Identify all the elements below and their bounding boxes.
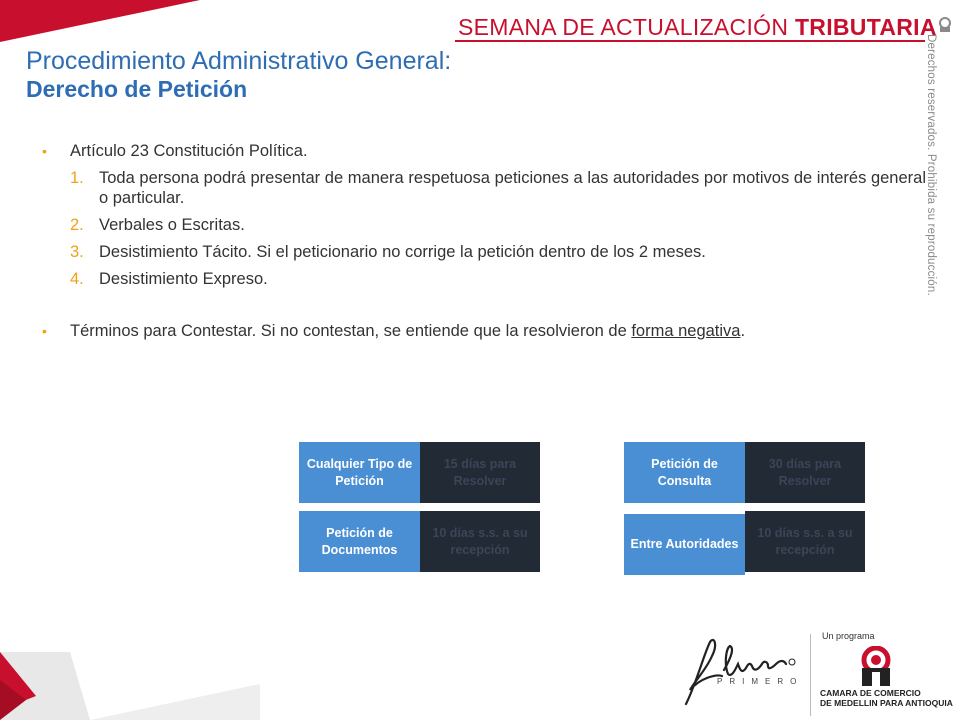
box-cualquier-tipo bbox=[299, 442, 420, 503]
bullet-articulo bbox=[42, 141, 926, 161]
brand-light-text: SEMANA DE ACTUALIZACIÓN bbox=[458, 14, 795, 40]
box-label: Entre Autoridades bbox=[630, 537, 739, 551]
box-value: 10 días s.s. a su recepción bbox=[757, 525, 853, 557]
title-line2: Derecho de Petición bbox=[26, 76, 248, 102]
primero-text: PRIMERO bbox=[717, 677, 804, 686]
brand-bold-text: TRIBUTARIA bbox=[794, 14, 937, 40]
bullet-text: Términos para Contestar. Si no contestan, se entiende que la resolvieron de bbox=[70, 322, 632, 340]
bullet-period: . bbox=[740, 322, 746, 340]
box-10-dias-documentos bbox=[420, 511, 540, 572]
bullet-dot-icon: • bbox=[42, 323, 47, 339]
list-text: Toda persona podrá presentar de manera respetuosa peticiones a las autoridades por motivos de interés general o particular. bbox=[99, 169, 926, 207]
bullet-terminos bbox=[42, 321, 926, 341]
box-entre-autoridades bbox=[624, 514, 745, 575]
box-peticion-consulta bbox=[624, 442, 745, 503]
list-item bbox=[42, 269, 926, 289]
bullet-dot-icon: • bbox=[42, 143, 47, 159]
box-value: 30 días para Resolver bbox=[768, 456, 842, 488]
list-number: 3. bbox=[70, 243, 84, 261]
main-content bbox=[42, 141, 926, 341]
box-label: Cualquier Tipo de Petición bbox=[306, 456, 413, 488]
page-title bbox=[26, 47, 451, 103]
box-label: Petición de Documentos bbox=[321, 525, 398, 557]
cc-line1: CAMARA DE COMERCIO bbox=[820, 688, 921, 698]
un-programa-text: Un programa bbox=[822, 631, 875, 641]
title-line1: Procedimiento Administrativo General: bbox=[26, 47, 452, 75]
list-text: Verbales o Escritas. bbox=[99, 216, 245, 234]
box-value: 10 días s.s. a su recepción bbox=[432, 525, 528, 557]
list-item bbox=[42, 242, 926, 262]
rights-note bbox=[925, 18, 960, 296]
list-number: 4. bbox=[70, 270, 84, 288]
box-10-dias-autoridades bbox=[745, 511, 865, 572]
list-text: Desistimiento Tácito. Si el peticionario no corrige la petición dentro de los 2 meses. bbox=[99, 243, 706, 261]
corner-triangle-decoration bbox=[0, 0, 200, 42]
list-text: Desistimiento Expreso. bbox=[99, 270, 268, 288]
box-30-dias bbox=[745, 442, 865, 503]
cc-line2: DE MEDELLIN PARA ANTIOQUIA bbox=[820, 698, 953, 708]
box-peticion-documentos bbox=[299, 511, 420, 572]
camara-comercio-text bbox=[820, 688, 953, 708]
bullet-text: Artículo 23 Constitución Política. bbox=[70, 142, 308, 160]
footer-divider bbox=[810, 634, 811, 716]
list-item bbox=[42, 168, 926, 208]
box-label: Petición de Consulta bbox=[651, 456, 718, 488]
list-number: 1. bbox=[70, 169, 84, 187]
forma-negativa-text: forma negativa bbox=[631, 322, 741, 340]
afiliado-signature-logo bbox=[676, 634, 806, 714]
camara-comercio-logo-icon bbox=[858, 646, 894, 686]
box-15-dias bbox=[420, 442, 540, 503]
list-number: 2. bbox=[70, 216, 84, 234]
list-item bbox=[42, 215, 926, 235]
corner-bottom-decoration bbox=[0, 640, 260, 720]
rights-note-text: Derechos reservados. Prohibida su reproducción. bbox=[925, 34, 937, 296]
header-underline bbox=[455, 40, 925, 42]
box-value: 15 días para Resolver bbox=[443, 456, 517, 488]
